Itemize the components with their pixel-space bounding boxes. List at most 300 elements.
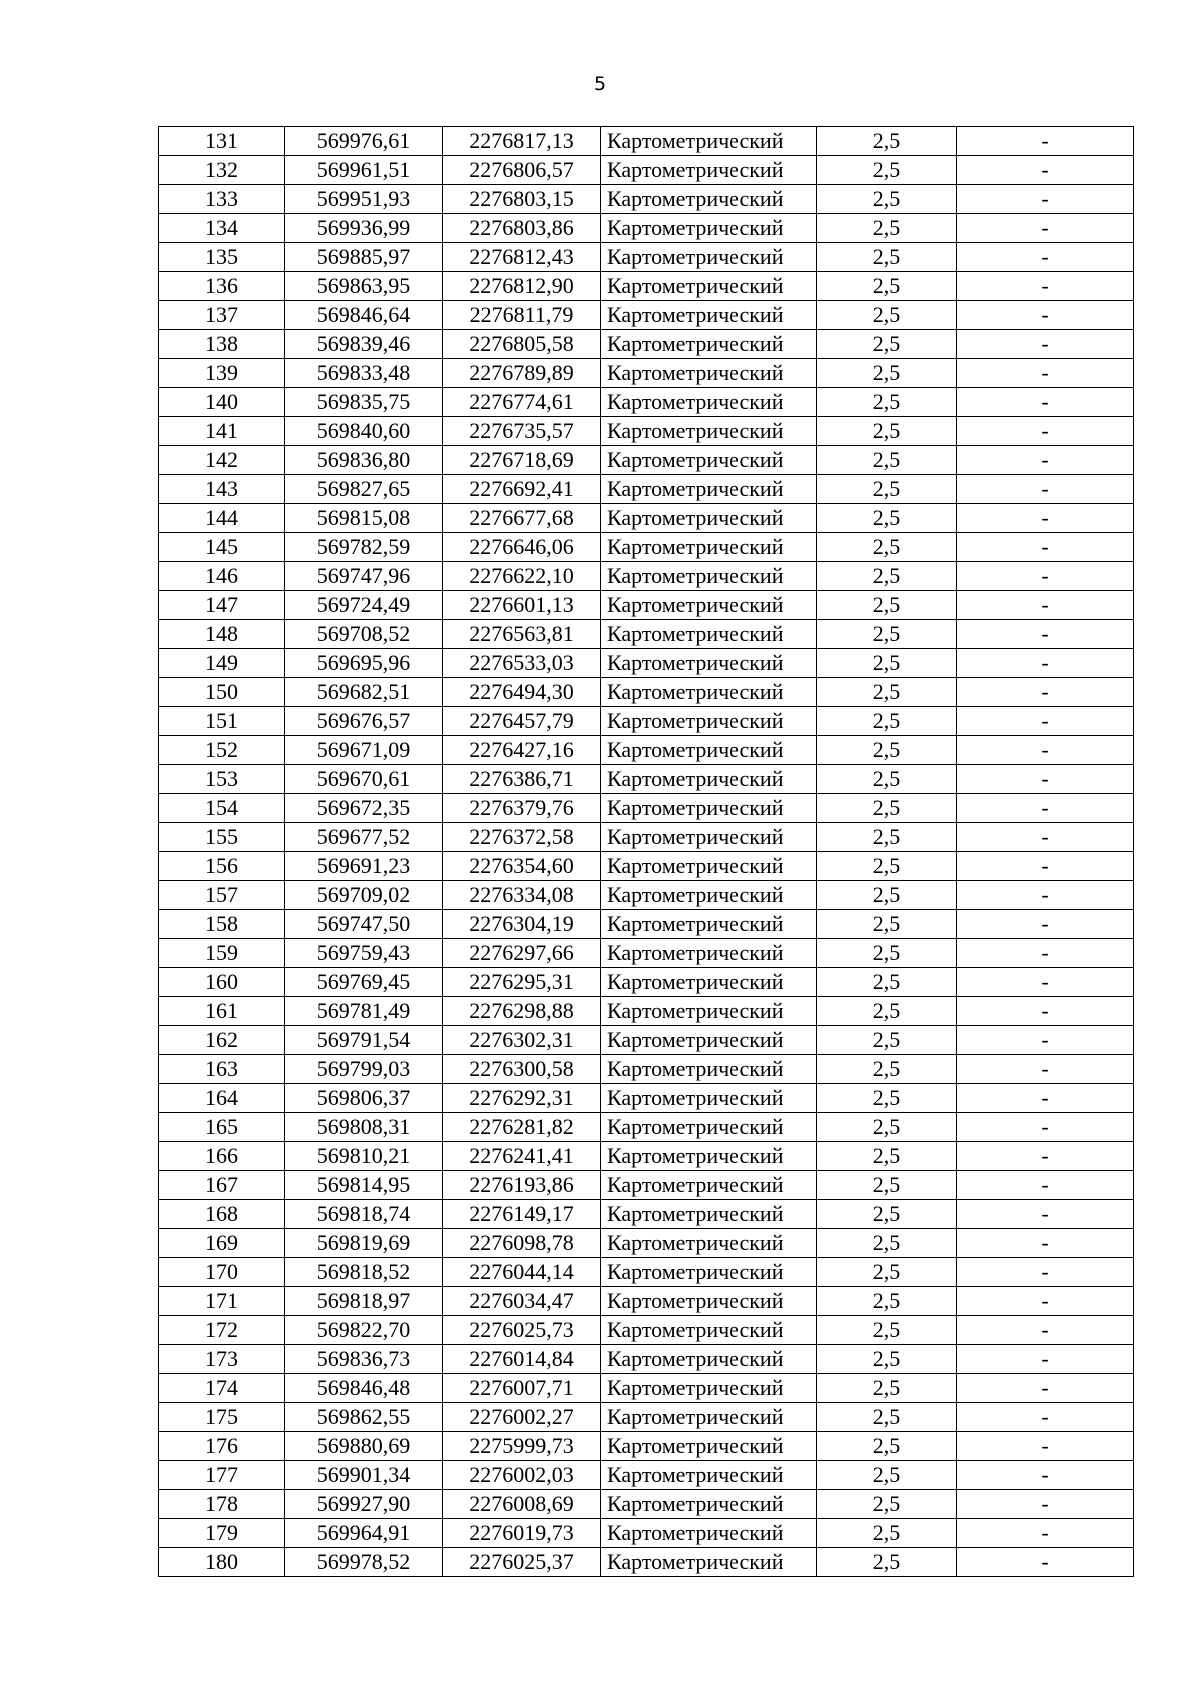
point-number-cell: 141: [159, 417, 285, 446]
table-row: [159, 1171, 1134, 1200]
method-cell: Картометрический: [601, 707, 817, 736]
note-cell: -: [957, 243, 1134, 272]
table-row: [159, 997, 1134, 1026]
note-cell: -: [957, 1142, 1134, 1171]
point-number-cell: 148: [159, 620, 285, 649]
x-coordinate-cell: 569676,57: [285, 707, 443, 736]
note-cell: -: [957, 997, 1134, 1026]
table-row: [159, 1200, 1134, 1229]
note-cell: -: [957, 1374, 1134, 1403]
accuracy-cell: 2,5: [817, 1026, 957, 1055]
table-row: [159, 1142, 1134, 1171]
note-cell: -: [957, 301, 1134, 330]
x-coordinate-cell: 569863,95: [285, 272, 443, 301]
y-coordinate-cell: 2276372,58: [443, 823, 601, 852]
note-cell: -: [957, 446, 1134, 475]
accuracy-cell: 2,5: [817, 823, 957, 852]
x-coordinate-cell: 569814,95: [285, 1171, 443, 1200]
accuracy-cell: 2,5: [817, 1374, 957, 1403]
table-row: [159, 504, 1134, 533]
y-coordinate-cell: 2276386,71: [443, 765, 601, 794]
x-coordinate-cell: 569691,23: [285, 852, 443, 881]
method-cell: Картометрический: [601, 243, 817, 272]
method-cell: Картометрический: [601, 446, 817, 475]
x-coordinate-cell: 569791,54: [285, 1026, 443, 1055]
y-coordinate-cell: 2276304,19: [443, 910, 601, 939]
accuracy-cell: 2,5: [817, 1432, 957, 1461]
table-row: [159, 1374, 1134, 1403]
accuracy-cell: 2,5: [817, 1258, 957, 1287]
method-cell: Картометрический: [601, 562, 817, 591]
y-coordinate-cell: 2276007,71: [443, 1374, 601, 1403]
y-coordinate-cell: 2276014,84: [443, 1345, 601, 1374]
method-cell: Картометрический: [601, 1461, 817, 1490]
accuracy-cell: 2,5: [817, 185, 957, 214]
x-coordinate-cell: 569808,31: [285, 1113, 443, 1142]
note-cell: -: [957, 881, 1134, 910]
method-cell: Картометрический: [601, 1200, 817, 1229]
y-coordinate-cell: 2276019,73: [443, 1519, 601, 1548]
y-coordinate-cell: 2276789,89: [443, 359, 601, 388]
x-coordinate-cell: 569769,45: [285, 968, 443, 997]
x-coordinate-cell: 569885,97: [285, 243, 443, 272]
note-cell: -: [957, 359, 1134, 388]
table-row: [159, 1519, 1134, 1548]
table-row: [159, 736, 1134, 765]
point-number-cell: 165: [159, 1113, 285, 1142]
note-cell: -: [957, 649, 1134, 678]
x-coordinate-cell: 569833,48: [285, 359, 443, 388]
accuracy-cell: 2,5: [817, 736, 957, 765]
y-coordinate-cell: 2276735,57: [443, 417, 601, 446]
table-row: [159, 388, 1134, 417]
note-cell: -: [957, 185, 1134, 214]
point-number-cell: 144: [159, 504, 285, 533]
x-coordinate-cell: 569747,96: [285, 562, 443, 591]
method-cell: Картометрический: [601, 649, 817, 678]
x-coordinate-cell: 569839,46: [285, 330, 443, 359]
table-row: [159, 1461, 1134, 1490]
note-cell: -: [957, 388, 1134, 417]
x-coordinate-cell: 569927,90: [285, 1490, 443, 1519]
x-coordinate-cell: 569976,61: [285, 127, 443, 156]
method-cell: Картометрический: [601, 1490, 817, 1519]
table-row: [159, 1258, 1134, 1287]
y-coordinate-cell: 2276193,86: [443, 1171, 601, 1200]
point-number-cell: 161: [159, 997, 285, 1026]
accuracy-cell: 2,5: [817, 1548, 957, 1577]
x-coordinate-cell: 569818,97: [285, 1287, 443, 1316]
point-number-cell: 179: [159, 1519, 285, 1548]
table-row: [159, 1055, 1134, 1084]
x-coordinate-cell: 569822,70: [285, 1316, 443, 1345]
table-row: [159, 1287, 1134, 1316]
accuracy-cell: 2,5: [817, 417, 957, 446]
table-row: [159, 707, 1134, 736]
accuracy-cell: 2,5: [817, 678, 957, 707]
y-coordinate-cell: 2276334,08: [443, 881, 601, 910]
note-cell: -: [957, 1490, 1134, 1519]
method-cell: Картометрический: [601, 968, 817, 997]
accuracy-cell: 2,5: [817, 881, 957, 910]
x-coordinate-cell: 569709,02: [285, 881, 443, 910]
table-row: [159, 765, 1134, 794]
method-cell: Картометрический: [601, 272, 817, 301]
point-number-cell: 138: [159, 330, 285, 359]
point-number-cell: 180: [159, 1548, 285, 1577]
x-coordinate-cell: 569782,59: [285, 533, 443, 562]
accuracy-cell: 2,5: [817, 1519, 957, 1548]
method-cell: Картометрический: [601, 504, 817, 533]
y-coordinate-cell: 2276427,16: [443, 736, 601, 765]
table-row: [159, 156, 1134, 185]
note-cell: -: [957, 1432, 1134, 1461]
table-row: [159, 1490, 1134, 1519]
point-number-cell: 154: [159, 794, 285, 823]
table-row: [159, 1229, 1134, 1258]
x-coordinate-cell: 569880,69: [285, 1432, 443, 1461]
point-number-cell: 139: [159, 359, 285, 388]
point-number-cell: 155: [159, 823, 285, 852]
accuracy-cell: 2,5: [817, 1142, 957, 1171]
accuracy-cell: 2,5: [817, 533, 957, 562]
coordinates-table: [158, 126, 1134, 1577]
accuracy-cell: 2,5: [817, 1345, 957, 1374]
point-number-cell: 173: [159, 1345, 285, 1374]
note-cell: -: [957, 1258, 1134, 1287]
note-cell: -: [957, 939, 1134, 968]
y-coordinate-cell: 2276812,90: [443, 272, 601, 301]
coordinates-table-body: [159, 127, 1134, 1577]
y-coordinate-cell: 2276149,17: [443, 1200, 601, 1229]
point-number-cell: 135: [159, 243, 285, 272]
method-cell: Картометрический: [601, 127, 817, 156]
table-row: [159, 910, 1134, 939]
x-coordinate-cell: 569806,37: [285, 1084, 443, 1113]
y-coordinate-cell: 2276302,31: [443, 1026, 601, 1055]
y-coordinate-cell: 2276622,10: [443, 562, 601, 591]
table-row: [159, 678, 1134, 707]
x-coordinate-cell: 569951,93: [285, 185, 443, 214]
method-cell: Картометрический: [601, 475, 817, 504]
y-coordinate-cell: 2276002,27: [443, 1403, 601, 1432]
table-row: [159, 1345, 1134, 1374]
accuracy-cell: 2,5: [817, 156, 957, 185]
point-number-cell: 176: [159, 1432, 285, 1461]
x-coordinate-cell: 569846,48: [285, 1374, 443, 1403]
x-coordinate-cell: 569818,74: [285, 1200, 443, 1229]
x-coordinate-cell: 569862,55: [285, 1403, 443, 1432]
table-row: [159, 475, 1134, 504]
method-cell: Картометрический: [601, 1548, 817, 1577]
note-cell: -: [957, 591, 1134, 620]
table-row: [159, 301, 1134, 330]
method-cell: Картометрический: [601, 1432, 817, 1461]
x-coordinate-cell: 569936,99: [285, 214, 443, 243]
y-coordinate-cell: 2276008,69: [443, 1490, 601, 1519]
accuracy-cell: 2,5: [817, 794, 957, 823]
accuracy-cell: 2,5: [817, 765, 957, 794]
table-row: [159, 446, 1134, 475]
note-cell: -: [957, 1229, 1134, 1258]
accuracy-cell: 2,5: [817, 1490, 957, 1519]
method-cell: Картометрический: [601, 823, 817, 852]
y-coordinate-cell: 2276025,73: [443, 1316, 601, 1345]
table-row: [159, 185, 1134, 214]
table-row: [159, 1548, 1134, 1577]
method-cell: Картометрический: [601, 765, 817, 794]
method-cell: Картометрический: [601, 156, 817, 185]
y-coordinate-cell: 2276646,06: [443, 533, 601, 562]
point-number-cell: 178: [159, 1490, 285, 1519]
note-cell: -: [957, 1055, 1134, 1084]
note-cell: -: [957, 1316, 1134, 1345]
accuracy-cell: 2,5: [817, 997, 957, 1026]
method-cell: Картометрический: [601, 881, 817, 910]
point-number-cell: 137: [159, 301, 285, 330]
point-number-cell: 133: [159, 185, 285, 214]
table-row: [159, 823, 1134, 852]
note-cell: -: [957, 504, 1134, 533]
method-cell: Картометрический: [601, 1374, 817, 1403]
method-cell: Картометрический: [601, 1142, 817, 1171]
method-cell: Картометрический: [601, 1171, 817, 1200]
x-coordinate-cell: 569840,60: [285, 417, 443, 446]
accuracy-cell: 2,5: [817, 359, 957, 388]
y-coordinate-cell: 2276774,61: [443, 388, 601, 417]
x-coordinate-cell: 569695,96: [285, 649, 443, 678]
accuracy-cell: 2,5: [817, 620, 957, 649]
note-cell: -: [957, 1548, 1134, 1577]
note-cell: -: [957, 1461, 1134, 1490]
x-coordinate-cell: 569978,52: [285, 1548, 443, 1577]
table-row: [159, 968, 1134, 997]
y-coordinate-cell: 2276292,31: [443, 1084, 601, 1113]
y-coordinate-cell: 2276025,37: [443, 1548, 601, 1577]
accuracy-cell: 2,5: [817, 330, 957, 359]
accuracy-cell: 2,5: [817, 446, 957, 475]
accuracy-cell: 2,5: [817, 1403, 957, 1432]
note-cell: -: [957, 417, 1134, 446]
accuracy-cell: 2,5: [817, 1287, 957, 1316]
y-coordinate-cell: 2276281,82: [443, 1113, 601, 1142]
table-row: [159, 649, 1134, 678]
method-cell: Картометрический: [601, 852, 817, 881]
note-cell: -: [957, 794, 1134, 823]
table-row: [159, 881, 1134, 910]
point-number-cell: 163: [159, 1055, 285, 1084]
point-number-cell: 152: [159, 736, 285, 765]
y-coordinate-cell: 2276354,60: [443, 852, 601, 881]
x-coordinate-cell: 569819,69: [285, 1229, 443, 1258]
y-coordinate-cell: 2276806,57: [443, 156, 601, 185]
x-coordinate-cell: 569671,09: [285, 736, 443, 765]
x-coordinate-cell: 569846,64: [285, 301, 443, 330]
accuracy-cell: 2,5: [817, 214, 957, 243]
note-cell: -: [957, 1200, 1134, 1229]
method-cell: Картометрический: [601, 1403, 817, 1432]
x-coordinate-cell: 569747,50: [285, 910, 443, 939]
point-number-cell: 153: [159, 765, 285, 794]
table-row: [159, 1084, 1134, 1113]
x-coordinate-cell: 569670,61: [285, 765, 443, 794]
table-row: [159, 620, 1134, 649]
point-number-cell: 142: [159, 446, 285, 475]
page-number: 5: [593, 73, 607, 95]
point-number-cell: 177: [159, 1461, 285, 1490]
point-number-cell: 170: [159, 1258, 285, 1287]
point-number-cell: 143: [159, 475, 285, 504]
y-coordinate-cell: 2276494,30: [443, 678, 601, 707]
method-cell: Картометрический: [601, 591, 817, 620]
x-coordinate-cell: 569759,43: [285, 939, 443, 968]
accuracy-cell: 2,5: [817, 852, 957, 881]
y-coordinate-cell: 2276692,41: [443, 475, 601, 504]
note-cell: -: [957, 765, 1134, 794]
accuracy-cell: 2,5: [817, 939, 957, 968]
x-coordinate-cell: 569672,35: [285, 794, 443, 823]
point-number-cell: 134: [159, 214, 285, 243]
table-row: [159, 359, 1134, 388]
point-number-cell: 175: [159, 1403, 285, 1432]
x-coordinate-cell: 569901,34: [285, 1461, 443, 1490]
point-number-cell: 162: [159, 1026, 285, 1055]
accuracy-cell: 2,5: [817, 1113, 957, 1142]
y-coordinate-cell: 2276098,78: [443, 1229, 601, 1258]
accuracy-cell: 2,5: [817, 1171, 957, 1200]
method-cell: Картометрический: [601, 678, 817, 707]
x-coordinate-cell: 569964,91: [285, 1519, 443, 1548]
point-number-cell: 167: [159, 1171, 285, 1200]
method-cell: Картометрический: [601, 359, 817, 388]
note-cell: -: [957, 562, 1134, 591]
accuracy-cell: 2,5: [817, 649, 957, 678]
accuracy-cell: 2,5: [817, 243, 957, 272]
x-coordinate-cell: 569836,80: [285, 446, 443, 475]
method-cell: Картометрический: [601, 1258, 817, 1287]
note-cell: -: [957, 823, 1134, 852]
y-coordinate-cell: 2276297,66: [443, 939, 601, 968]
note-cell: -: [957, 910, 1134, 939]
y-coordinate-cell: 2276812,43: [443, 243, 601, 272]
method-cell: Картометрический: [601, 794, 817, 823]
method-cell: Картометрический: [601, 1084, 817, 1113]
table-row: [159, 272, 1134, 301]
method-cell: Картометрический: [601, 1055, 817, 1084]
accuracy-cell: 2,5: [817, 301, 957, 330]
table-row: [159, 127, 1134, 156]
method-cell: Картометрический: [601, 533, 817, 562]
accuracy-cell: 2,5: [817, 1200, 957, 1229]
x-coordinate-cell: 569724,49: [285, 591, 443, 620]
y-coordinate-cell: 2276601,13: [443, 591, 601, 620]
accuracy-cell: 2,5: [817, 388, 957, 417]
accuracy-cell: 2,5: [817, 475, 957, 504]
x-coordinate-cell: 569835,75: [285, 388, 443, 417]
accuracy-cell: 2,5: [817, 127, 957, 156]
method-cell: Картометрический: [601, 1113, 817, 1142]
method-cell: Картометрический: [601, 388, 817, 417]
point-number-cell: 132: [159, 156, 285, 185]
point-number-cell: 145: [159, 533, 285, 562]
table-row: [159, 417, 1134, 446]
table-row: [159, 794, 1134, 823]
point-number-cell: 168: [159, 1200, 285, 1229]
y-coordinate-cell: 2276805,58: [443, 330, 601, 359]
y-coordinate-cell: 2276002,03: [443, 1461, 601, 1490]
note-cell: -: [957, 533, 1134, 562]
x-coordinate-cell: 569708,52: [285, 620, 443, 649]
accuracy-cell: 2,5: [817, 272, 957, 301]
y-coordinate-cell: 2276034,47: [443, 1287, 601, 1316]
accuracy-cell: 2,5: [817, 1084, 957, 1113]
point-number-cell: 156: [159, 852, 285, 881]
point-number-cell: 164: [159, 1084, 285, 1113]
x-coordinate-cell: 569781,49: [285, 997, 443, 1026]
note-cell: -: [957, 1403, 1134, 1432]
note-cell: -: [957, 678, 1134, 707]
note-cell: -: [957, 1345, 1134, 1374]
y-coordinate-cell: 2276044,14: [443, 1258, 601, 1287]
accuracy-cell: 2,5: [817, 1461, 957, 1490]
y-coordinate-cell: 2276379,76: [443, 794, 601, 823]
table-row: [159, 1026, 1134, 1055]
accuracy-cell: 2,5: [817, 1229, 957, 1258]
point-number-cell: 131: [159, 127, 285, 156]
method-cell: Картометрический: [601, 939, 817, 968]
table-row: [159, 591, 1134, 620]
accuracy-cell: 2,5: [817, 1055, 957, 1084]
accuracy-cell: 2,5: [817, 910, 957, 939]
x-coordinate-cell: 569827,65: [285, 475, 443, 504]
x-coordinate-cell: 569818,52: [285, 1258, 443, 1287]
method-cell: Картометрический: [601, 1287, 817, 1316]
y-coordinate-cell: 2276677,68: [443, 504, 601, 533]
method-cell: Картометрический: [601, 214, 817, 243]
y-coordinate-cell: 2276803,15: [443, 185, 601, 214]
x-coordinate-cell: 569677,52: [285, 823, 443, 852]
point-number-cell: 149: [159, 649, 285, 678]
method-cell: Картометрический: [601, 1229, 817, 1258]
accuracy-cell: 2,5: [817, 504, 957, 533]
table-row: [159, 1316, 1134, 1345]
note-cell: -: [957, 1519, 1134, 1548]
x-coordinate-cell: 569810,21: [285, 1142, 443, 1171]
point-number-cell: 171: [159, 1287, 285, 1316]
point-number-cell: 160: [159, 968, 285, 997]
note-cell: -: [957, 272, 1134, 301]
point-number-cell: 172: [159, 1316, 285, 1345]
point-number-cell: 146: [159, 562, 285, 591]
table-row: [159, 852, 1134, 881]
accuracy-cell: 2,5: [817, 562, 957, 591]
y-coordinate-cell: 2275999,73: [443, 1432, 601, 1461]
point-number-cell: 159: [159, 939, 285, 968]
table-row: [159, 1113, 1134, 1142]
point-number-cell: 136: [159, 272, 285, 301]
note-cell: -: [957, 707, 1134, 736]
method-cell: Картометрический: [601, 417, 817, 446]
table-row: [159, 243, 1134, 272]
y-coordinate-cell: 2276811,79: [443, 301, 601, 330]
x-coordinate-cell: 569799,03: [285, 1055, 443, 1084]
method-cell: Картометрический: [601, 997, 817, 1026]
x-coordinate-cell: 569815,08: [285, 504, 443, 533]
y-coordinate-cell: 2276718,69: [443, 446, 601, 475]
y-coordinate-cell: 2276295,31: [443, 968, 601, 997]
method-cell: Картометрический: [601, 185, 817, 214]
method-cell: Картометрический: [601, 1519, 817, 1548]
